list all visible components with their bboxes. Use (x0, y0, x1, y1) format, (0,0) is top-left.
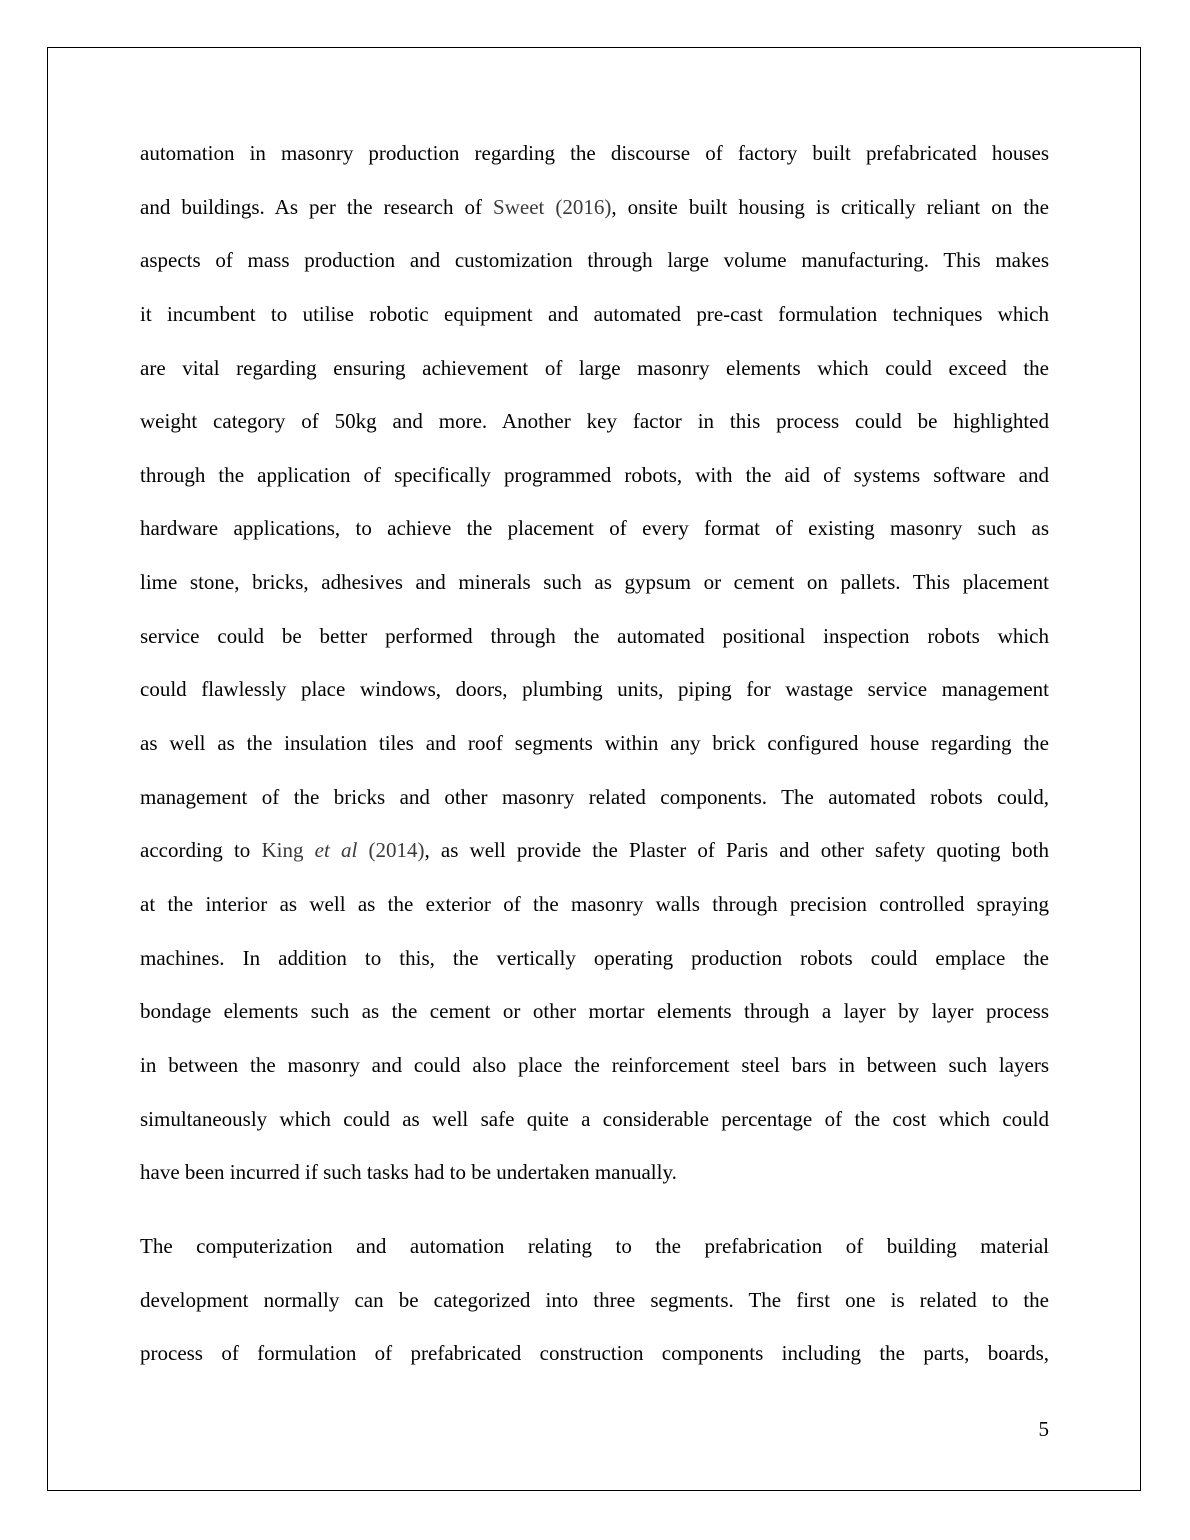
text-line (140, 1274, 1049, 1328)
paragraph-1 (140, 127, 1049, 1200)
citation: et al (314, 838, 358, 863)
text-run: have been incurred if such tasks had to be undertaken manually. (140, 1160, 677, 1185)
text-line (140, 342, 1049, 396)
page-number: 5 (1038, 1417, 1049, 1441)
text-run: simultaneously which could as well safe quite a considerable percentage of the cost which could (140, 1106, 1049, 1131)
text-run: aspects of mass production and customization through large volume manufacturing. This makes (140, 248, 1049, 273)
text-run: are vital regarding ensuring achievement of large masonry elements which could exceed the (140, 355, 1049, 380)
text-run: according to (140, 838, 262, 863)
text-line (140, 663, 1049, 717)
citation: Sweet (2016) (493, 194, 612, 219)
text-line (140, 717, 1049, 771)
text-run: lime stone, bricks, adhesives and minerals such as gypsum or cement on pallets. This placement (140, 570, 1049, 595)
text-line (140, 502, 1049, 556)
text-line (140, 1039, 1049, 1093)
text-line (140, 1327, 1049, 1381)
text-run: as well as the insulation tiles and roof segments within any brick configured house regarding the (140, 731, 1049, 756)
text-line (140, 234, 1049, 288)
text-line (140, 824, 1049, 878)
text-run: management of the bricks and other masonry related components. The automated robots could, (140, 784, 1049, 809)
text-run: , onsite built housing is critically reliant on the (611, 194, 1049, 219)
paragraph-2 (140, 1220, 1049, 1381)
text-run: service could be better performed through the automated positional inspection robots which (140, 623, 1049, 648)
text-run: it incumbent to utilise robotic equipment and automated pre-cast formulation techniques which (140, 301, 1049, 326)
text-run: machines. In addition to this, the vertically operating production robots could emplace the (140, 945, 1049, 970)
text-line (140, 556, 1049, 610)
text-line (140, 771, 1049, 825)
text-line (140, 181, 1049, 235)
text-run: and buildings. As per the research of (140, 194, 494, 219)
text-run: at the interior as well as the exterior of the masonry walls through precision controlled spraying (140, 891, 1049, 916)
text-run: hardware applications, to achieve the placement of every format of existing masonry such as (140, 516, 1049, 541)
text-line (140, 127, 1049, 181)
text-run: process of formulation of prefabricated construction components including the parts, boards, (140, 1341, 1049, 1366)
text-run: could flawlessly place windows, doors, plumbing units, piping for wastage service management (140, 677, 1049, 702)
text-run: development normally can be categorized into three segments. The first one is related to the (140, 1287, 1049, 1312)
text-line (140, 932, 1049, 986)
text-line (140, 449, 1049, 503)
text-run: bondage elements such as the cement or other mortar elements through a layer by layer process (140, 999, 1049, 1024)
citation: (2014) (357, 838, 425, 863)
text-run: through the application of specifically programmed robots, with the aid of systems software and (140, 462, 1049, 487)
text-line (140, 878, 1049, 932)
text-line (140, 985, 1049, 1039)
text-line (140, 1220, 1049, 1274)
text-line (140, 610, 1049, 664)
text-line (140, 1093, 1049, 1147)
text-line (140, 1146, 1049, 1200)
text-run: automation in masonry production regarding the discourse of factory built prefabricated houses (140, 141, 1049, 165)
text-run: The computerization and automation relating to the prefabrication of building material (140, 1234, 1049, 1258)
citation: King (261, 838, 315, 863)
text-run: , as well provide the Plaster of Paris and other safety quoting both (424, 838, 1050, 863)
text-line (140, 288, 1049, 342)
text-line (140, 395, 1049, 449)
text-run: in between the masonry and could also place the reinforcement steel bars in between such layers (140, 1052, 1049, 1077)
text-run: weight category of 50kg and more. Another key factor in this process could be highlighted (140, 409, 1049, 434)
